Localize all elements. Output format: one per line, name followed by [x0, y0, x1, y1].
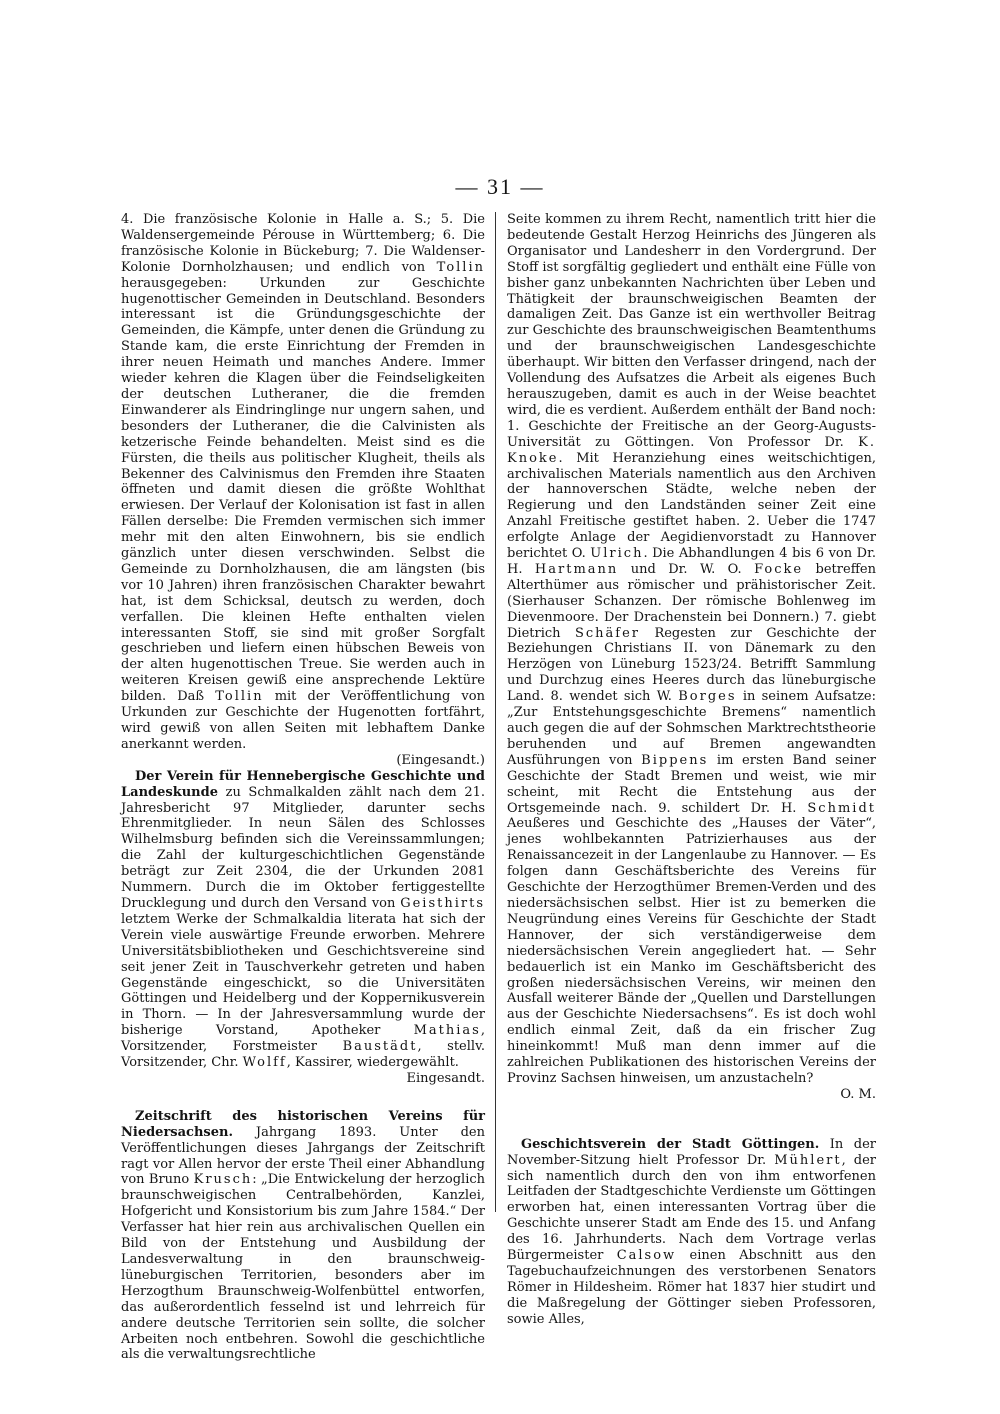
person-name: Bippens: [641, 752, 709, 768]
person-name: Mühlert: [774, 1152, 842, 1168]
text-segment: herausgegeben: Urkunden zur Geschichte hugenottischer Gemeinden in Deutschland. Besonders interessant ist die Gründungsgeschichte der Gemeinden, die Kämpfe, unter denen die Gründung zu Stande kam, die erste Einrichtung der Fremden in ihrer neuen Heimath und manches Andere. Immer wieder kehren die Klagen über die Feindseligkeiten der deutschen Lutheraner, die die fremden Einwanderer als Eindringlinge nur ungern sahen, und besonders der Lutheraner, die die Calvinisten als ketzerische Feinde behandelten. Meist sind es die Fürsten, die theils aus politischer Klugheit, theils als Bekenner des Calvinismus den Fremden ihre Staaten öffneten und damit diesen die größte Wohlthat erwiesen. Der Verlauf der Kolonisation ist fast in allen Fällen derselbe: Die Fremden vermischen sich immer mehr mit den alten Einwohnern, bis sie endlich gänzlich unter diesen verschwinden. Selbst die Gemeinde zu Dornholzhausen, die am längsten (bis vor 10 Jahren) ihren französischen Charakter bewahrt hat, ist dem Schicksal, deutsch zu werden, doch verfallen. Die kleinen Hefte enthalten vielen interessanten Stoff, sie sind mit großer Sorgfalt geschrieben und liefern einen hübschen Beweis von der alten hugenottischen Treue. Sie werden auch in weiteren Kreisen gewiß eine ansprechende Lektüre bilden. Daß: [121, 275, 485, 705]
person-name: Calsow: [616, 1248, 677, 1264]
section-heading: Zeitschrift des historischen Vereins für Niedersachsen.: [121, 1108, 485, 1140]
author-name: Tollin: [215, 689, 264, 705]
signoff-initials: O. M.: [840, 1086, 876, 1102]
text-segment: Regesten zur Geschichte der Beziehungen Christians II. von Dänemark zu den Herzögen von Lüneburg 1523/24. Betrifft Sammlung und Durchzug eines Heeres durch das lüneburgische Land. 8. wendet sich W.: [507, 625, 876, 705]
page-number: — 31 —: [455, 174, 545, 199]
paragraph-goettingen: [507, 1137, 876, 1328]
person-name: Schäfer: [574, 625, 640, 641]
paragraph-niedersachsen: [121, 1109, 485, 1364]
person-name: Baustädt: [342, 1039, 418, 1055]
paragraph-henneberg: [121, 769, 485, 1071]
text-segment: , der sich namentlich durch den von ihm entworfenen Leitfaden der Stadtgeschichte Verdienste um Göttingen erworben hat, einen interessanten Vortrag über die Geschichte unserer Stadt am Ende des 15. und Anfang des 16. Jahrhunderts. Nach dem Vortrage verlas Bürgermeister: [507, 1152, 877, 1264]
person-name: Borges: [678, 689, 737, 705]
section-heading: Geschichtsverein der Stadt Göttingen.: [521, 1136, 820, 1152]
paragraph-continuation: [507, 212, 876, 1087]
text-segment: , stellv. Vorsitzender, Chr.: [121, 1039, 485, 1071]
text-segment: betreffen Alterthümer aus römischer und prähistorischer Zeit. (Sierhauser Schanzen. Der römische Bohlenweg im Dievenmoore. Der Drachenstein bei Donnern.) 7. giebt Dietrich: [507, 561, 876, 641]
text-segment: im ersten Band seiner Geschichte der Stadt Bremen und weist, wie mir scheint, mit Recht die Entstehung aus der Ortsgemeinde nach. 9. schildert Dr. H.: [507, 752, 876, 816]
text-segment: 4. Die französische Kolonie in Halle a. S.; 5. Die Waldensergemeinde Pérouse in Württemberg; 6. Die französische Kolonie in Bückeburg; 7. Die Waldenser-Kolonie Dornholzhausen; und endlich von: [121, 212, 485, 275]
signoff-eingesandt-1: (Eingesandt.): [396, 752, 485, 768]
text-segment: : „Die Entwickelung der herzoglich braunschweigischen Centralbehörden, Kanzlei, Hofgericht und Konsistorium bis zum Jahre 1584.“ Der Verfasser hat hier rein aus archivalischen Quellen ein Bild von der Entstehung und Ausbildung der Landesverwaltung in den braunschweig-lüneburgischen Territorien, besonders aber im Herzogthum Braunschweig-Wolfenbüttel entworfen, das außerordentlich fesselnd ist und lehrreich für andere deutsche Territorien sein sollte, die solcher Arbeiten noch entbehren. Sowohl die geschichtliche als die verwaltungsrechtliche: [121, 1172, 486, 1363]
right-column: [507, 212, 876, 1328]
text-segment: , Kassirer, wiedergewählt.: [286, 1055, 459, 1071]
text-segment: in seinem Aufsatze: „Zur Entstehungsgeschichte Bremens“ namentlich auch gegen die auf der Sohmschen Marktrechtstheorie beruhenden und auf Bremen angewandten Ausführungen von: [507, 689, 876, 768]
text-segment: einen Abschnitt aus den Tagebuchaufzeichnungen des verstorbenen Senators Römer in Hildesheim. Römer hat 1837 hier studirt und die Maßregelung der Göttinger sieben Professoren, sowie Alles,: [507, 1248, 877, 1327]
left-column: [121, 212, 485, 1363]
person-name: Wolff: [242, 1055, 287, 1071]
text-segment: Jahrgang 1893. Unter den Veröffentlichungen dieses Jahrgangs der Zeitschrift ragt vor Allen hervor der erste Theil einer Abhandlung von Bruno: [121, 1124, 485, 1188]
paragraph-colonies: [121, 212, 485, 753]
text-segment: . Die Abhandlungen 4 bis 6 von Dr. H.: [507, 546, 876, 577]
person-name: K. Knoke: [507, 434, 876, 466]
person-name: Schmidt: [807, 800, 876, 816]
text-segment: letztem Werke der Schmalkaldia literata hat sich der Verein viele auswärtige Freunde erworben. Mehrere Universitätsbibliotheken und Geschichtsvereine sind seit jener Zeit in Tauschverkehr getreten und haben Gegenstände eingeschickt, so die Universitäten Göttingen und Heidelberg und der Koppernikusverein in Thorn. — In der Jahresversammlung wurde der bisherige Vorstand, Apotheker: [121, 911, 485, 1039]
person-name: Ulrich: [590, 546, 644, 562]
text-segment: Seite kommen zu ihrem Recht, namentlich tritt hier die bedeutende Gestalt Herzog Heinrichs des Jüngeren als Organisator und Landesherr in den Vordergrund. Der Stoff ist sorgfältig gegliedert und enthält eine Fülle von bisher ganz unbekannten Nachrichten über Leben und Thätigkeit der braunschweigischen Beamten der damaligen Zeit. Das Ganze ist ein werthvoller Beitrag zur Geschichte des braunschweigischen Beamtenthums und der braunschweigischen Landesgeschichte überhaupt. Wir bitten den Verfasser dringend, nach der Vollendung des Aufsatzes die Arbeit als eigenes Buch herauszugeben, damit es auch in der Weise beachtet wird, die es verdient. Außerdem enthält der Band noch: 1. Geschichte der Freitische an der Georg-Augusts-Universität zu Göttingen. Von Professor Dr.: [507, 212, 876, 450]
spacer: [121, 1087, 485, 1109]
text-segment: Aeußeres und Geschichte des „Hauses der Väter“, jenes wohlbekannten Patrizierhauses aus der Renaissancezeit in der Langenlaube zu Hannover. — Es folgen dann Geschäftsberichte des Vereins für Geschichte der Herzogthümer Bremen-Verden und des niedersächsischen selbst. Hier ist zu bemerken die Neugründung eines Vereins für Geschichte der Stadt Hannover, der sich verständigerweise dem niedersächsischen Verein angegliedert hat. — Sehr bedauerlich ist ein Manko im Geschäftsbericht des großen niedersächsischen Vereins, wir meinen den Ausfall weiterer Bände der „Quellen und Darstellungen aus der Geschichte Niedersachsens“. Es ist doch wohl endlich einmal Zeit, daß da ein frischer Zug hineinkommt! Muß man denn immer auf die zahlreichen Publikationen des historischen Vereins der Provinz Sachsen hinweisen, um anzustacheln?: [507, 816, 876, 1086]
text-segment: . Mit Heranziehung eines weitschichtigen, archivalischen Materials namentlich aus den Archiven der hannoverschen Städte, welche neben der Regierung und den Landständen seiner Zeit eine Anzahl Freitische gestiftet haben. 2. Ueber die 1747 erfolgte Anlage der Aegidienvorstadt zu Hannover berichtet O.: [507, 450, 876, 562]
person-name: Hartmann: [534, 561, 619, 577]
text-segment: mit der Veröffentlichung von Urkunden zur Geschichte der Hugenotten fortfährt, wird gewiß von allen Seiten mit lebhaftem Danke anerkannt werden.: [121, 689, 485, 752]
person-name: Focke: [754, 561, 804, 577]
author-name: Geisthirts: [400, 895, 485, 911]
author-name: Krusch: [193, 1172, 253, 1188]
person-name: Mathias: [413, 1023, 481, 1039]
text-segment: und Dr. W. O.: [630, 561, 742, 577]
spacer: [507, 1103, 876, 1137]
section-heading: Der Verein für Hennebergische Geschichte und Landeskunde: [121, 768, 485, 800]
text-segment: In der November-Sitzung hielt Professor Dr.: [507, 1136, 877, 1168]
author-name: Tollin: [436, 259, 485, 275]
text-segment: , Vorsitzender, Forstmeister: [121, 1023, 485, 1055]
text-segment: zu Schmalkalden zählt nach dem 21. Jahresbericht 97 Mitglieder, darunter sechs Ehrenmitglieder. In neun Sälen des Schlosses Wilhelmsburg befinden sich die Vereinssammlungen; die Zahl der kulturgeschichtlichen Gegenstände beträgt zur Zeit 2304, die der Urkunden 2081 Nummern. Durch die im Oktober fertiggestellte Drucklegung und durch den Versand von: [121, 784, 486, 911]
signoff-eingesandt-2: Eingesandt.: [406, 1070, 485, 1086]
column-divider: [495, 212, 496, 1212]
